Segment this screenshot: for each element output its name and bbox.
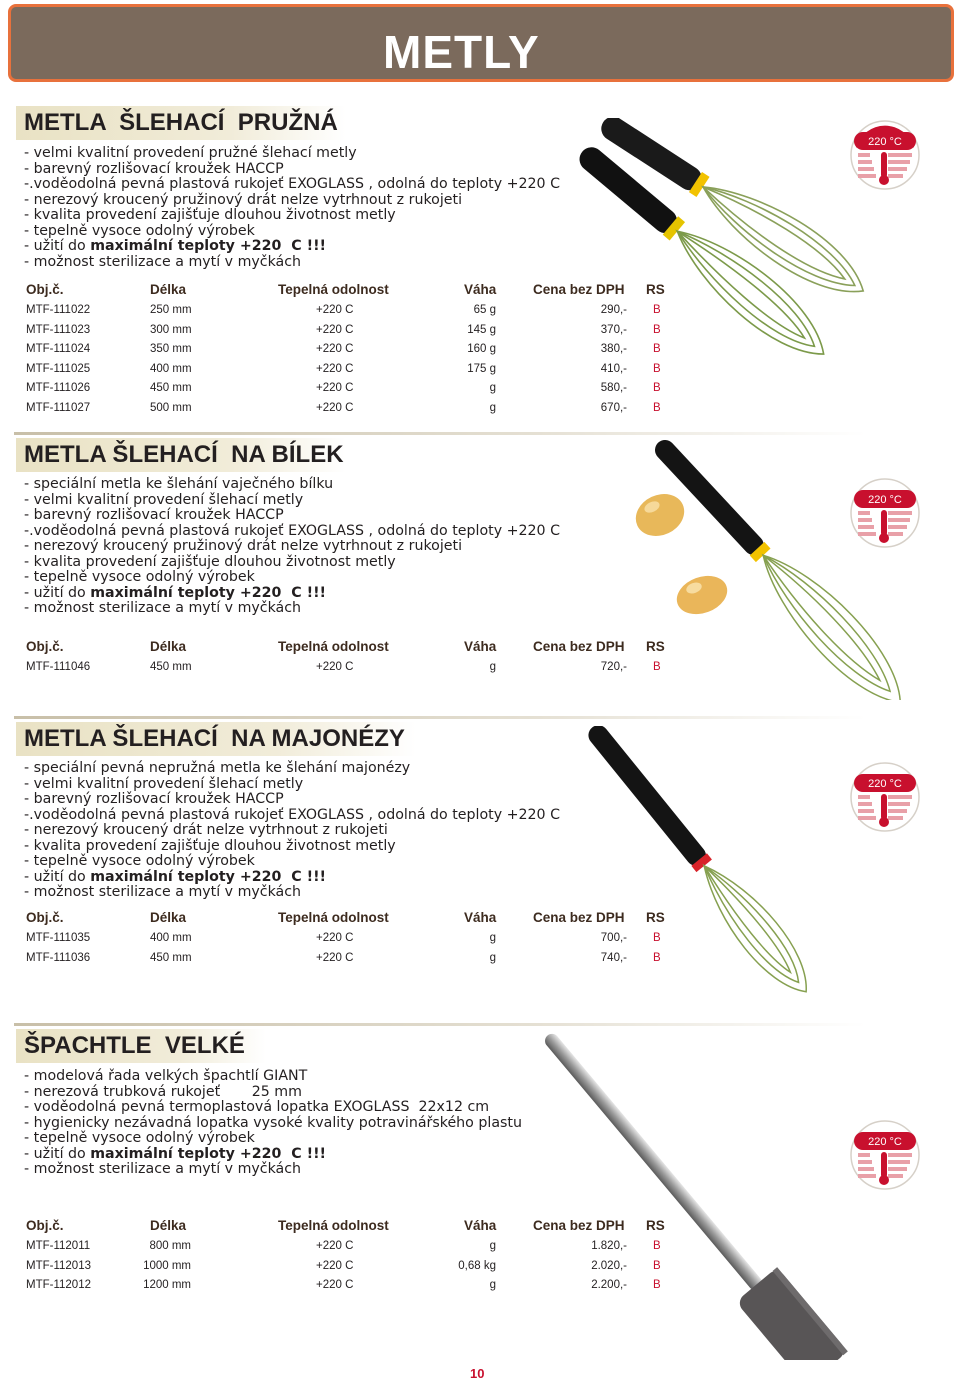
banner-title: METLY — [383, 26, 540, 78]
badge-label: 220 °C — [868, 778, 902, 790]
feature-item: - možnost sterilizace a mytí v myčkách — [24, 1161, 302, 1177]
feature-list — [24, 1069, 522, 1178]
section-divider — [14, 432, 866, 435]
cell-tep: +220 C — [316, 661, 354, 673]
cell-cen: 580,- — [600, 382, 627, 394]
feature-item: - tepelně vysoce odolný výrobek — [24, 222, 255, 239]
feature-item: - nerezová trubková rukojeť 25 mm — [24, 1083, 302, 1100]
section-title: METLA ŠLEHACÍ PRUŽNÁ — [24, 109, 338, 136]
cell-vah: 65 g — [473, 304, 496, 316]
cell-rs: B — [653, 362, 661, 375]
col-obj: Obj.č. — [26, 1218, 64, 1233]
feature-item: - velmi kvalitní provedení šlehací metly — [24, 491, 304, 508]
col-rs: RS — [646, 1218, 665, 1233]
cell-obj: MTF-112012 — [26, 1279, 91, 1291]
col-rs: RS — [646, 639, 665, 654]
feature-item: - velmi kvalitní provedení šlehací metly — [24, 775, 304, 792]
max-temp-note: maximální teploty +220 C !!! — [90, 1145, 327, 1162]
section-heading — [16, 722, 416, 756]
cell-cen: 380,- — [600, 343, 627, 355]
cell-obj: MTF-111027 — [26, 401, 91, 414]
section-title: ŠPACHTLE VELKÉ — [24, 1032, 245, 1059]
cell-obj: MTF-111026 — [26, 382, 91, 394]
cell-rs: B — [653, 304, 661, 316]
cell-vah: 145 g — [467, 323, 496, 336]
cell-cen: 1.820,- — [591, 1240, 627, 1252]
cell-len: 1200 mm — [143, 1279, 191, 1291]
table-row — [0, 382, 700, 401]
feature-item: - barevný rozlišovací kroužek HACCP — [24, 507, 284, 523]
cell-len: 250 mm — [150, 304, 192, 316]
cell-obj: MTF-112013 — [26, 1259, 91, 1272]
feature-list — [24, 146, 560, 270]
col-vah: Váha — [464, 282, 497, 297]
cell-vah: 175 g — [467, 362, 496, 375]
page-banner — [8, 4, 954, 82]
cell-rs: B — [653, 951, 661, 964]
cell-vah: 160 g — [467, 343, 496, 355]
col-len: Délka — [150, 1218, 187, 1233]
col-tep: Tepelná odolnost — [278, 910, 389, 925]
cell-vah: g — [489, 932, 496, 944]
cell-rs: B — [653, 661, 661, 673]
cell-tep: +220 C — [316, 323, 354, 336]
cell-tep: +220 C — [316, 382, 354, 394]
feature-item: - hygienicky nezávadná lopatka vysoké kvality potravinářského plastu — [24, 1114, 522, 1131]
max-temp-note: maximální teploty +220 C !!! — [90, 238, 327, 254]
col-vah: Váha — [464, 910, 497, 925]
feature-item: - nerezový kroucený pružinový drát nelze vytrhnout z rukojeti — [24, 191, 463, 208]
feature-item: - možnost sterilizace a mytí v myčkách — [24, 884, 302, 900]
cell-rs: B — [653, 932, 661, 944]
cell-len: 400 mm — [150, 932, 192, 944]
cell-cen: 290,- — [600, 304, 627, 316]
feature-item: - možnost sterilizace a mytí v myčkách — [24, 600, 302, 616]
feature-item: - barevný rozlišovací kroužek HACCP — [24, 160, 284, 177]
table-row — [0, 402, 700, 421]
section-title: METLA ŠLEHACÍ NA MAJONÉZY — [24, 725, 405, 752]
cell-vah: g — [489, 401, 496, 414]
feature-item: -.voděodolná pevná plastová rukojeť EXOGLASS , odolná do teploty +220 C — [24, 176, 560, 192]
cell-len: 800 mm — [149, 1240, 191, 1252]
cell-len: 1000 mm — [143, 1259, 191, 1272]
col-tep: Tepelná odolnost — [278, 282, 389, 297]
cell-len: 400 mm — [150, 362, 192, 375]
cell-obj: MTF-111024 — [26, 343, 91, 355]
feature-item: - modelová řada velkých špachtlí GIANT — [24, 1068, 308, 1084]
feature-item: - tepelně vysoce odolný výrobek — [24, 853, 255, 869]
cell-vah: 0,68 kg — [458, 1259, 496, 1272]
feature-item: - kvalita provedení zajišťuje dlouhou životnost metly — [24, 553, 396, 570]
col-rs: RS — [646, 910, 665, 925]
feature-item: - speciální metla ke šlehání vaječného bílku — [24, 476, 334, 492]
cell-vah: g — [489, 1240, 496, 1252]
feature-item: -.voděodolná pevná plastová rukojeť EXOGLASS , odolná do teploty +220 C — [24, 806, 560, 823]
col-cen: Cena bez DPH — [533, 639, 625, 654]
badge-label: 220 °C — [868, 1136, 902, 1148]
cell-tep: +220 C — [316, 951, 354, 964]
cell-len: 500 mm — [150, 401, 192, 414]
cell-vah: g — [489, 1279, 496, 1291]
cell-cen: 740,- — [600, 951, 627, 964]
temperature-badge — [850, 762, 920, 832]
temperature-badge — [850, 120, 920, 190]
feature-item: - barevný rozlišovací kroužek HACCP — [24, 791, 284, 807]
cell-obj: MTF-111023 — [26, 323, 91, 336]
cell-rs: B — [653, 343, 661, 355]
feature-item: - nerezový kroucený pružinový drát nelze vytrhnout z rukojeti — [24, 538, 463, 554]
cell-rs: B — [653, 323, 661, 336]
col-obj: Obj.č. — [26, 910, 64, 925]
cell-vah: g — [489, 951, 496, 964]
cell-tep: +220 C — [316, 362, 354, 375]
cell-obj: MTF-111036 — [26, 951, 91, 964]
col-tep: Tepelná odolnost — [278, 1218, 389, 1233]
col-cen: Cena bez DPH — [533, 282, 625, 297]
cell-vah: g — [489, 382, 496, 394]
spatula-image — [540, 1030, 940, 1360]
section-heading — [16, 106, 346, 140]
table-row — [0, 363, 700, 382]
max-temp-note: maximální teploty +220 C !!! — [90, 584, 327, 601]
section-divider — [14, 716, 866, 719]
col-cen: Cena bez DPH — [533, 910, 625, 925]
cell-tep: +220 C — [316, 932, 354, 944]
cell-tep: +220 C — [316, 1240, 354, 1252]
feature-item: - voděodolná pevná termoplastová lopatka EXOGLASS 22x12 cm — [24, 1099, 490, 1115]
badge-label: 220 °C — [868, 494, 902, 506]
cell-vah: g — [489, 661, 496, 673]
cell-cen: 2.020,- — [591, 1259, 627, 1272]
table-header — [0, 639, 700, 658]
cell-len: 450 mm — [150, 661, 192, 673]
cell-len: 450 mm — [150, 382, 192, 394]
feature-item: -.voděodolná pevná plastová rukojeť EXOGLASS , odolná do teploty +220 C — [24, 522, 560, 539]
col-obj: Obj.č. — [26, 639, 64, 654]
cell-len: 350 mm — [150, 343, 192, 355]
cell-len: 450 mm — [150, 951, 192, 964]
cell-len: 300 mm — [150, 323, 192, 336]
feature-list — [24, 761, 560, 901]
temperature-badge — [850, 478, 920, 548]
cell-cen: 700,- — [600, 932, 627, 944]
col-vah: Váha — [464, 1218, 497, 1233]
col-obj: Obj.č. — [26, 282, 64, 297]
feature-item: - tepelně vysoce odolný výrobek — [24, 569, 255, 585]
cell-obj: MTF-112011 — [26, 1240, 91, 1252]
cell-cen: 2.200,- — [591, 1279, 627, 1291]
cell-obj: MTF-111025 — [26, 362, 91, 375]
feature-item-temp: - užití do maximální teploty +220 C !!! — [24, 1145, 327, 1162]
feature-item: - možnost sterilizace a mytí v myčkách — [24, 253, 302, 270]
section-heading — [16, 438, 346, 472]
cell-tep: +220 C — [316, 343, 354, 355]
temperature-badge — [850, 1120, 920, 1190]
col-tep: Tepelná odolnost — [278, 639, 389, 654]
cell-rs: B — [653, 1259, 661, 1272]
cell-obj: MTF-111046 — [26, 661, 91, 673]
col-cen: Cena bez DPH — [533, 1218, 625, 1233]
section-title: METLA ŠLEHACÍ NA BÍLEK — [24, 441, 344, 468]
col-len: Délka — [150, 910, 187, 925]
cell-tep: +220 C — [316, 1259, 354, 1272]
max-temp-note: maximální teploty +220 C !!! — [90, 868, 327, 885]
table-row — [0, 661, 700, 680]
cell-tep: +220 C — [316, 1279, 354, 1291]
cell-cen: 720,- — [600, 661, 627, 673]
cell-cen: 370,- — [600, 323, 627, 336]
col-len: Délka — [150, 639, 187, 654]
feature-item-temp: - užití do maximální teploty +220 C !!! — [24, 868, 327, 885]
col-len: Délka — [150, 282, 187, 297]
section-divider — [14, 1023, 866, 1026]
badge-label: 220 °C — [868, 136, 902, 148]
col-vah: Váha — [464, 639, 497, 654]
feature-item: - tepelně vysoce odolný výrobek — [24, 1130, 255, 1146]
col-rs: RS — [646, 282, 665, 297]
cell-cen: 410,- — [600, 362, 627, 375]
feature-item-temp: - užití do maximální teploty +220 C !!! — [24, 238, 327, 254]
feature-list — [24, 477, 560, 617]
feature-item: - velmi kvalitní provedení pružné šlehací metly — [24, 145, 357, 161]
feature-item: - speciální pevná nepružná metla ke šlehání majonézy — [24, 760, 411, 776]
cell-rs: B — [653, 1279, 661, 1291]
cell-rs: B — [653, 1240, 661, 1252]
cell-cen: 670,- — [600, 401, 627, 414]
cell-tep: +220 C — [316, 304, 354, 316]
page-number: 10 — [470, 1366, 485, 1381]
feature-item: - kvalita provedení zajišťuje dlouhou životnost metly — [24, 837, 396, 854]
feature-item-temp: - užití do maximální teploty +220 C !!! — [24, 584, 327, 601]
cell-obj: MTF-111035 — [26, 932, 91, 944]
cell-tep: +220 C — [316, 401, 354, 414]
cell-obj: MTF-111022 — [26, 304, 91, 316]
feature-item: - nerezový kroucený drát nelze vytrhnout z rukojeti — [24, 822, 388, 838]
cell-rs: B — [653, 382, 661, 394]
feature-item: - kvalita provedení zajišťuje dlouhou životnost metly — [24, 207, 396, 223]
section-heading — [16, 1029, 266, 1063]
cell-rs: B — [653, 401, 661, 414]
